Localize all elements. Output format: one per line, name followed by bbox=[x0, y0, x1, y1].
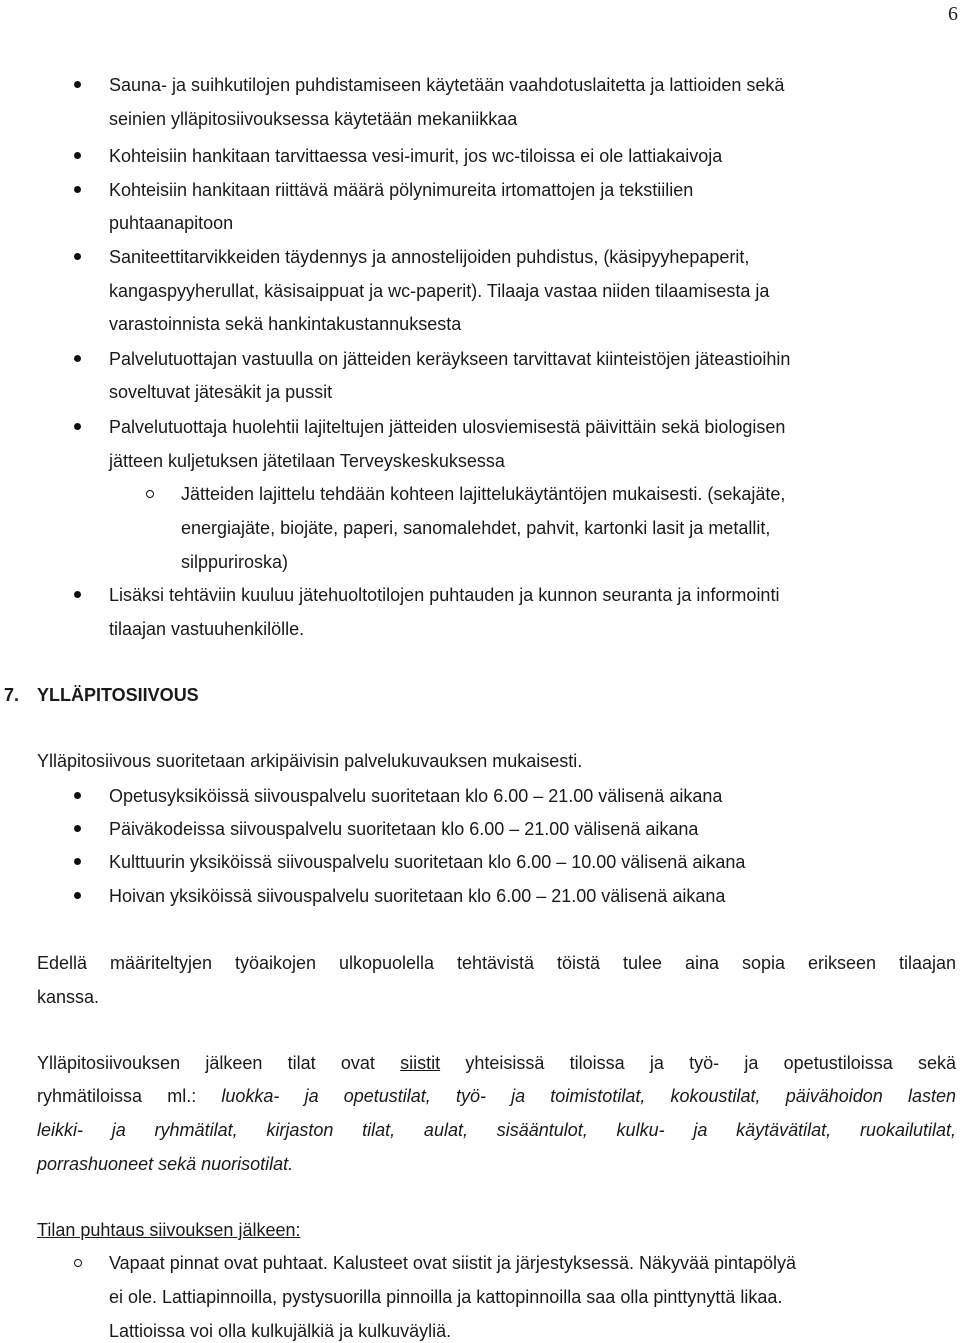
list-item-line: Sauna- ja suihkutilojen puhdistamiseen käytetään vaahdotuslaitetta ja lattioiden sekä bbox=[109, 75, 785, 95]
bullet-icon bbox=[74, 355, 81, 362]
list-item-line: puhtaanapitoon bbox=[109, 213, 234, 233]
underlined-word: siistit bbox=[400, 1053, 441, 1073]
italic-line: leikki- ja ryhmätilat, kirjaston tilat, aulat, sisääntulot, kulku- ja käytävätilat, ruokailutilat, bbox=[37, 1120, 956, 1140]
intro-text: Ylläpitosiivous suoritetaan arkipäivisin palvelukuvauksen mukaisesti. bbox=[37, 751, 583, 771]
list-item-line: soveltuvat jätesäkit ja pussit bbox=[109, 382, 333, 402]
paragraph-text: yhteisissä tiloissa ja työ- ja opetustiloissa sekä bbox=[465, 1053, 956, 1073]
bullet-icon bbox=[74, 858, 81, 865]
list-item-line: kangaspyyherullat, käsisaippuat ja wc-paperit). Tilaaja vastaa niiden tilaamisesta ja bbox=[109, 281, 770, 301]
cleanliness-line: ei ole. Lattiapinnoilla, pystysuorilla pinnoilla ja kattopinnoilla saa olla pinttynyttä likaa. bbox=[109, 1287, 783, 1307]
section-title: YLLÄPITOSIIVOUS bbox=[37, 685, 199, 705]
bullet-icon bbox=[74, 591, 81, 598]
list-item-line: seinien ylläpitosiivouksessa käytetään mekaniikkaa bbox=[109, 109, 518, 129]
page-number: 6 bbox=[948, 3, 958, 25]
section-number: 7. bbox=[4, 685, 20, 705]
circle-bullet-icon bbox=[146, 490, 154, 498]
paragraph-line bbox=[37, 1051, 956, 1075]
schedule-item: Päiväkodeissa siivouspalvelu suoritetaan klo 6.00 – 21.00 välisenä aikana bbox=[109, 819, 699, 839]
cleanliness-line: Vapaat pinnat ovat puhtaat. Kalusteet ovat siistit ja järjestyksessä. Näkyvää pintapölyä bbox=[109, 1253, 797, 1273]
list-item-line: Palvelutuottaja huolehtii lajiteltujen jätteiden ulosviemisestä päivittäin sekä biologisen bbox=[109, 417, 786, 437]
cleanliness-line: Lattioissa voi olla kulkujälkiä ja kulkuväyliä. bbox=[109, 1321, 452, 1341]
bullet-icon bbox=[74, 423, 81, 430]
italic-text: luokka- ja opetustilat, työ- ja toimistotilat, kokoustilat, päivähoidon lasten bbox=[221, 1086, 956, 1106]
sub-item-line: silppuriroska) bbox=[181, 552, 289, 572]
bullet-icon bbox=[74, 81, 81, 88]
bullet-icon bbox=[74, 253, 81, 260]
sub-item-line: Jätteiden lajittelu tehdään kohteen lajittelukäytäntöjen mukaisesti. (sekajäte, bbox=[181, 484, 786, 504]
list-item-line: jätteen kuljetuksen jätetilaan Terveyskeskuksessa bbox=[109, 451, 505, 471]
list-item-line: Palvelutuottajan vastuulla on jätteiden keräykseen tarvittavat kiinteistöjen jäteastioihin bbox=[109, 349, 791, 369]
schedule-item: Hoivan yksiköissä siivouspalvelu suoritetaan klo 6.00 – 21.00 välisenä aikana bbox=[109, 886, 726, 906]
subheading: Tilan puhtaus siivouksen jälkeen: bbox=[37, 1220, 301, 1240]
sub-item-line: energiajäte, biojäte, paperi, sanomalehdet, pahvit, kartonki lasit ja metallit, bbox=[181, 518, 771, 538]
list-item-line: Saniteettitarvikkeiden täydennys ja annostelijoiden puhdistus, (käsipyyhepaperit, bbox=[109, 247, 750, 267]
list-item-line: Kohteisiin hankitaan tarvittaessa vesi-imurit, jos wc-tiloissa ei ole lattiakaivoja bbox=[109, 146, 723, 166]
schedule-item: Kulttuurin yksiköissä siivouspalvelu suoritetaan klo 6.00 – 10.00 välisenä aikana bbox=[109, 852, 746, 872]
bullet-icon bbox=[74, 186, 81, 193]
list-item-line: tilaajan vastuuhenkilölle. bbox=[109, 619, 305, 639]
list-item-line: varastoinnista sekä hankintakustannuksesta bbox=[109, 314, 462, 334]
list-item-line: Kohteisiin hankitaan riittävä määrä pölynimureita irtomattojen ja tekstiilien bbox=[109, 180, 694, 200]
paragraph-text: ryhmätiloissa ml.: bbox=[37, 1086, 197, 1106]
schedule-item: Opetusyksiköissä siivouspalvelu suoritetaan klo 6.00 – 21.00 välisenä aikana bbox=[109, 786, 723, 806]
list-item-line: Lisäksi tehtäviin kuuluu jätehuoltotilojen puhtauden ja kunnon seuranta ja informointi bbox=[109, 585, 780, 605]
bullet-icon bbox=[74, 892, 81, 899]
paragraph-line: kanssa. bbox=[37, 987, 100, 1007]
paragraph-line: Edellä määriteltyjen työaikojen ulkopuolella tehtävistä töistä tulee aina sopia erikseen tilaajan bbox=[37, 953, 956, 973]
bullet-icon bbox=[74, 792, 81, 799]
circle-bullet-icon bbox=[74, 1259, 82, 1267]
italic-line: porrashuoneet sekä nuorisotilat. bbox=[37, 1154, 294, 1174]
bullet-icon bbox=[74, 152, 81, 159]
paragraph-text: Ylläpitosiivouksen jälkeen tilat ovat bbox=[37, 1053, 375, 1073]
bullet-icon bbox=[74, 825, 81, 832]
paragraph-line bbox=[37, 1084, 956, 1108]
